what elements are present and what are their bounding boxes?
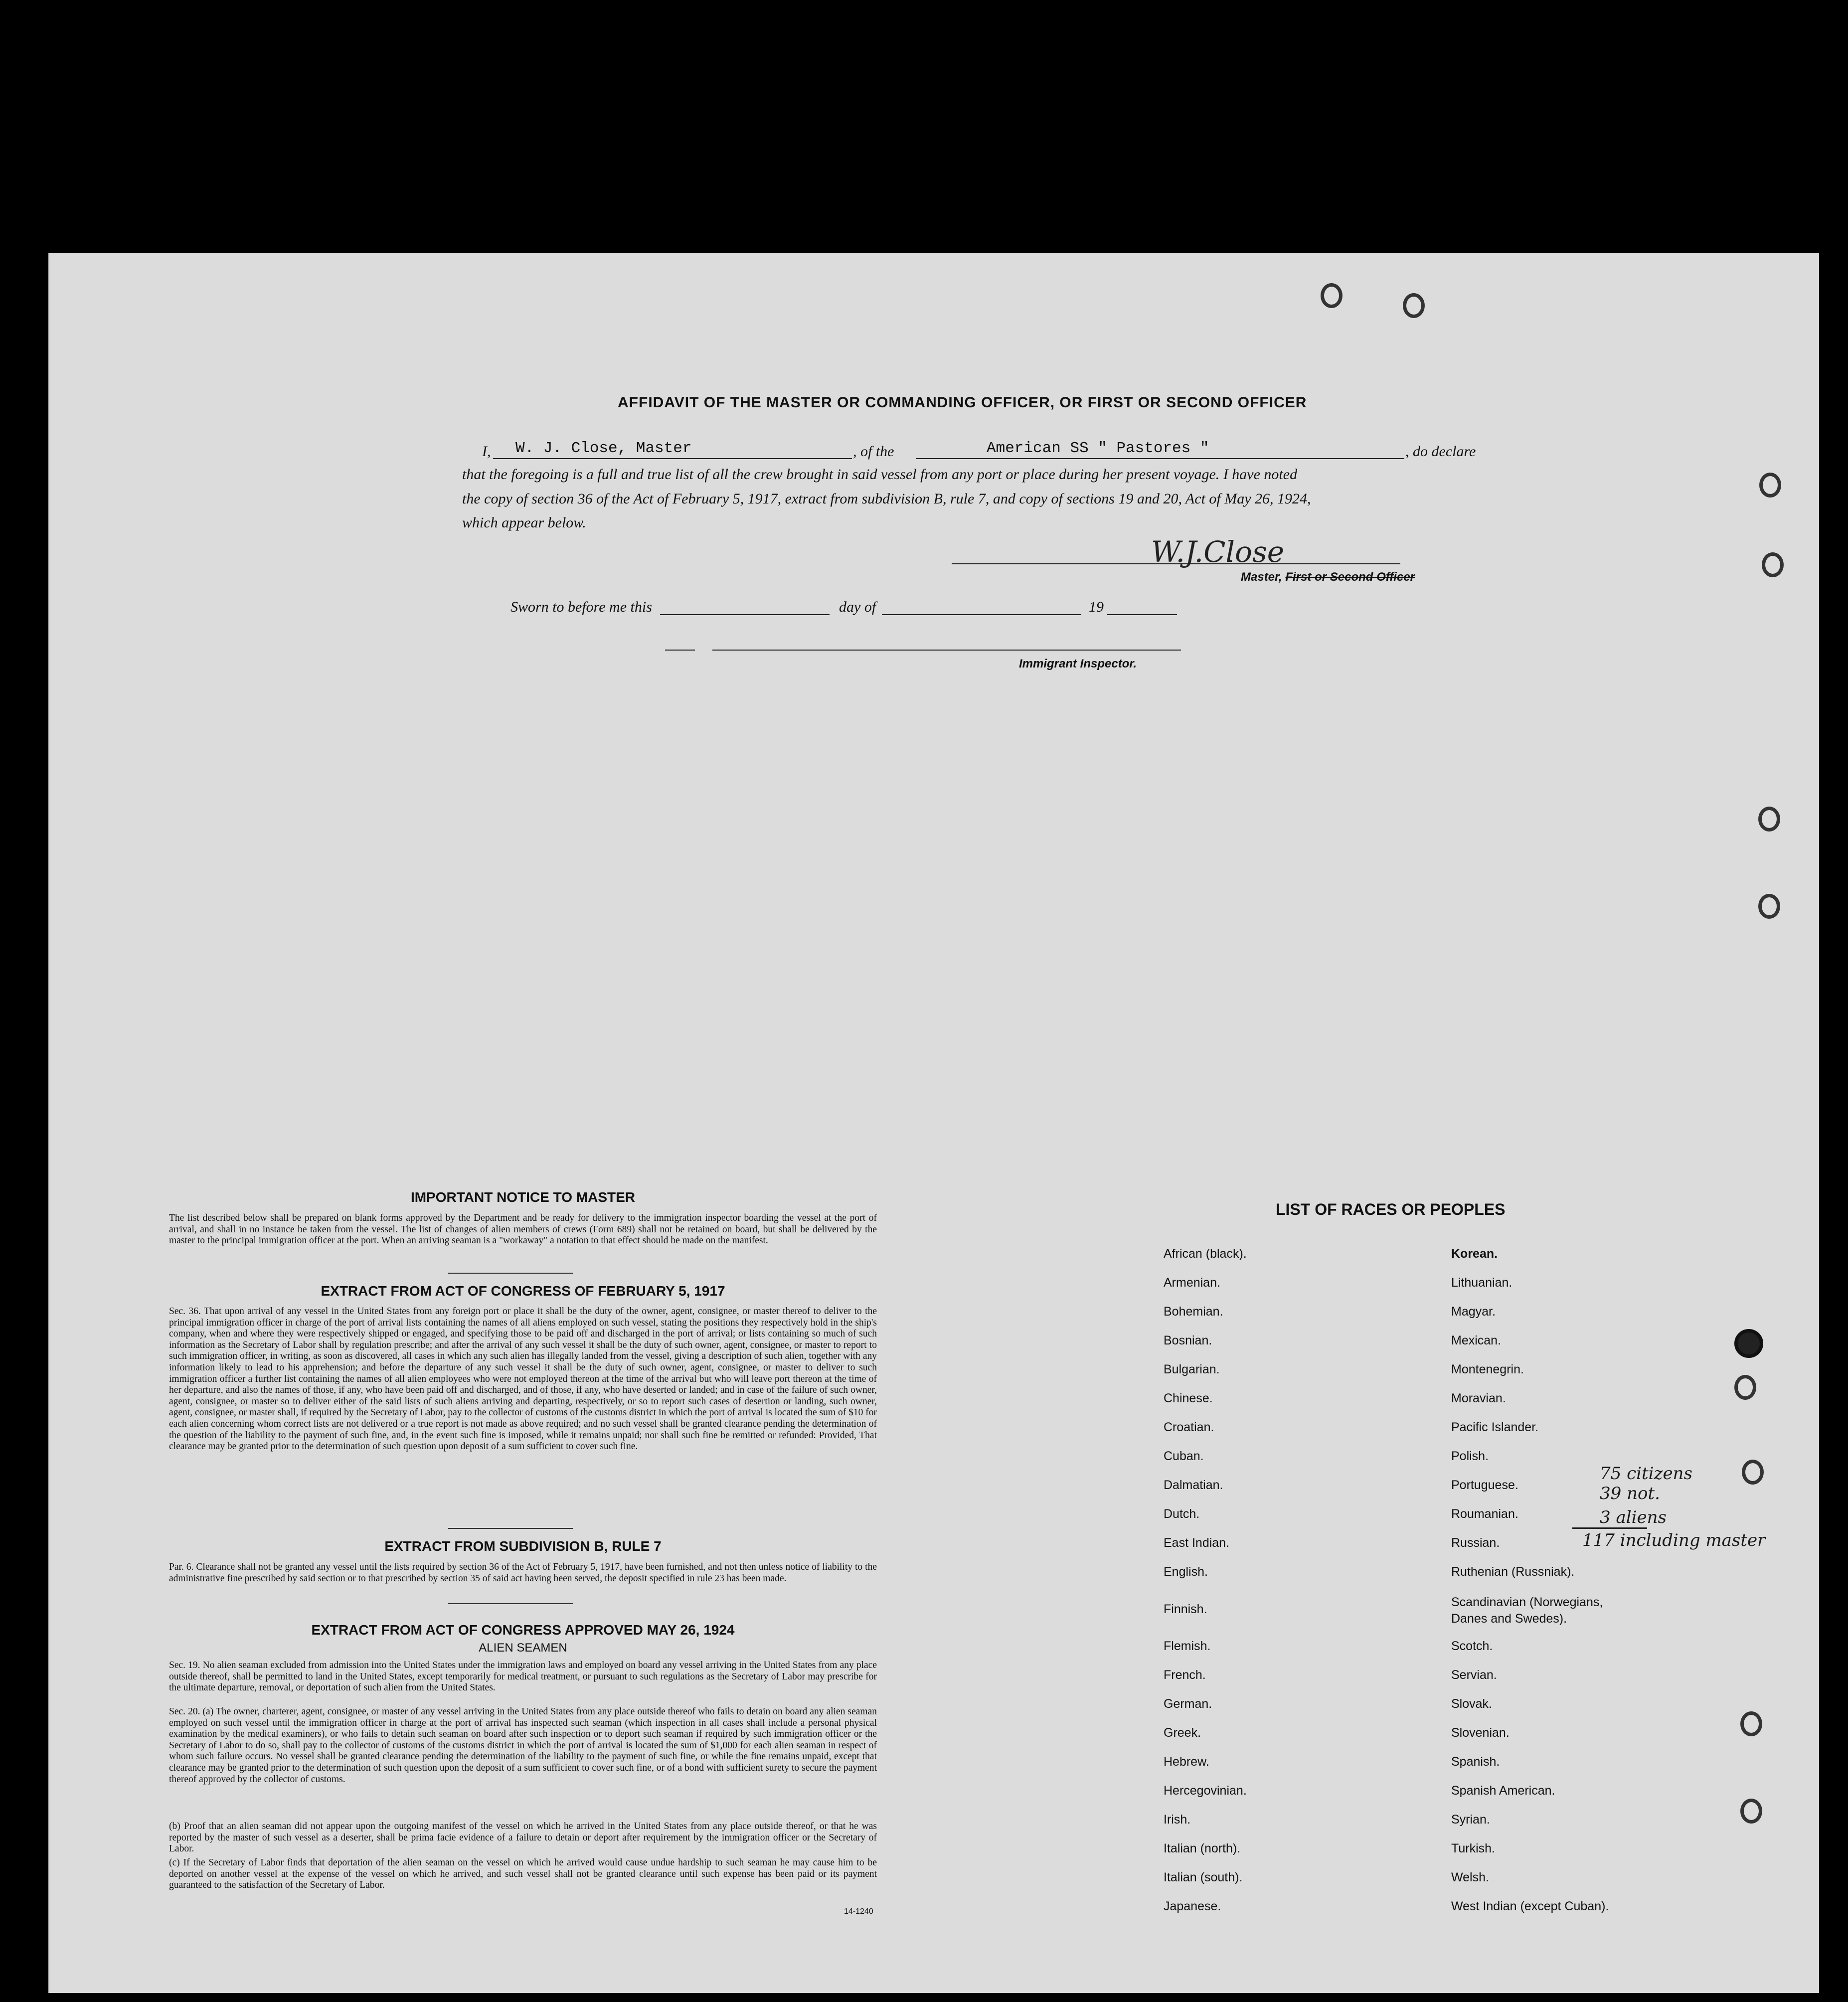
- punch-hole: [1762, 552, 1784, 577]
- race-item: Roumanian.: [1451, 1507, 1518, 1521]
- race-item: Irish.: [1164, 1813, 1191, 1827]
- race-item: Scandinavian (Norwegians, Danes and Swedes).: [1451, 1595, 1603, 1626]
- separator: [448, 1273, 573, 1274]
- race-item: Portuguese.: [1451, 1478, 1518, 1492]
- race-item: Spanish.: [1451, 1755, 1500, 1769]
- tally-line: 117 including master: [1582, 1530, 1766, 1550]
- race-item: Flemish.: [1164, 1639, 1211, 1653]
- sec-20a-text: Sec. 20. (a) The owner, charterer, agent, consignee, or master of any vessel arriving in the United States from any place outside thereof who fails to detain on board any alien seaman employed on such vessel until the immigration officer in charge at the port of arrival has inspected such seaman (which inspection in all cases shall include a personal physical examination by the medical examiners), or who fails to detain such seaman on board after such inspection or to deport such seaman if required by such immigration officer or the Secretary of Labor to do so, shall pay to the collector of customs of the customs district in which the port of arrival is located the sum of $1,000 for each alien seaman in respect of whom such failure occurs. No vessel shall be granted clearance pending the determination of the liability to the payment of such fine, or while the fine remains unpaid, except that clearance may be granted prior to the determination of such question upon the deposit of a sum sufficient to cover such fine, or of a bond with sufficient surety to secure the payment thereof approved by the collector of customs.: [169, 1706, 877, 1785]
- separator: [448, 1603, 573, 1604]
- punch-hole: [1403, 293, 1425, 318]
- race-item: African (black).: [1164, 1247, 1247, 1261]
- sworn-prefix: Sworn to before me this: [510, 599, 652, 615]
- tally-line: 75 citizens: [1600, 1464, 1692, 1484]
- separator: [448, 1528, 573, 1529]
- punch-hole: [1759, 473, 1781, 498]
- race-item: Armenian.: [1164, 1276, 1220, 1290]
- race-item: Italian (north).: [1164, 1841, 1241, 1855]
- i-prefix: I,: [482, 443, 491, 460]
- extract-1924-subtitle: ALIEN SEAMEN: [479, 1641, 567, 1655]
- race-item: Dutch.: [1164, 1507, 1200, 1521]
- tally-line: 39 not.: [1600, 1484, 1660, 1503]
- race-item: Ruthenian (Russniak).: [1451, 1565, 1575, 1579]
- extract-1924-title: EXTRACT FROM ACT OF CONGRESS APPROVED MAY 26, 1924: [311, 1622, 735, 1638]
- tally-line: 3 aliens: [1600, 1507, 1667, 1527]
- race-item: Magyar.: [1451, 1305, 1496, 1319]
- race-item: Spanish American.: [1451, 1784, 1555, 1798]
- race-item: Lithuanian.: [1451, 1276, 1512, 1290]
- inspector-rule: [712, 650, 1181, 651]
- notice-text: The list described below shall be prepared on blank forms approved by the Department and be ready for delivery to the immigration inspector boarding the vessel at the port of arrival, and shall in no instance be taken from the vessel. The list of changes of alien members of crews (Form 689) shall not be retained on board, but shall be delivered by the master to the principal immigration officer at the port. When an arriving seaman is a "workaway" a notation to that effect should be made on the manifest.: [169, 1213, 877, 1246]
- race-item: Cuban.: [1164, 1449, 1204, 1463]
- race-item: Russian.: [1451, 1536, 1500, 1550]
- race-item: West Indian (except Cuban).: [1451, 1899, 1609, 1913]
- sec-19-text: Sec. 19. No alien seaman excluded from admission into the United States under the immigration laws and employed on board any vessel arriving in the United States from any place outside thereof, shall be permitted to land in the United States, except temporarily for medical treatment, or pursuant to such regulations as the Secretary of Labor may prescribe for the ultimate departure, removal, or deportation of such alien from the United States.: [169, 1660, 877, 1693]
- race-item: Slovak.: [1451, 1697, 1492, 1711]
- punch-hole: [1740, 1711, 1762, 1736]
- race-item: Greek.: [1164, 1726, 1201, 1740]
- race-item: Servian.: [1451, 1668, 1497, 1682]
- races-title: LIST OF RACES OR PEOPLES: [1276, 1200, 1506, 1218]
- race-item: Bosnian.: [1164, 1334, 1212, 1347]
- race-item: Finnish.: [1164, 1602, 1207, 1616]
- race-item: Turkish.: [1451, 1841, 1495, 1855]
- sec-20c-text: (c) If the Secretary of Labor finds that deportation of the alien seaman on the vessel on which he arrived would cause undue hardship to such seaman he may cause him to be deported on another vessel at the expense of the vessel on which he arrived, and such vessel shall not be granted clearance until such expense has been paid or its payment guaranteed to the satisfaction of the Secretary of Labor.: [169, 1857, 877, 1891]
- race-item: Bohemian.: [1164, 1305, 1223, 1319]
- form-number: 14-1240: [844, 1907, 873, 1916]
- affidavit-title: AFFIDAVIT OF THE MASTER OR COMMANDING OFFICER, OR FIRST OR SECOND OFFICER: [618, 394, 1307, 411]
- race-item: Scotch.: [1451, 1639, 1493, 1653]
- punch-hole: [1740, 1799, 1762, 1824]
- inspector-rule: [665, 650, 695, 651]
- day-of-text: day of: [839, 599, 876, 615]
- do-declare-text: , do declare: [1405, 443, 1476, 460]
- race-item: Welsh.: [1451, 1870, 1489, 1884]
- race-item: Polish.: [1451, 1449, 1489, 1463]
- race-item: Chinese.: [1164, 1391, 1213, 1405]
- master-name-rule: [493, 458, 852, 459]
- race-item: Korean.: [1451, 1247, 1498, 1261]
- race-item: French.: [1164, 1668, 1206, 1682]
- inspector-caption: Immigrant Inspector.: [1019, 657, 1137, 670]
- race-item: Dalmatian.: [1164, 1478, 1223, 1492]
- year-prefix: 19: [1089, 599, 1104, 615]
- extract-1917-title: EXTRACT FROM ACT OF CONGRESS OF FEBRUARY 5, 1917: [321, 1283, 725, 1299]
- subdivision-b-title: EXTRACT FROM SUBDIVISION B, RULE 7: [384, 1538, 662, 1554]
- subdivision-b-text: Par. 6. Clearance shall not be granted any vessel until the lists required by section 36 of the Act of February 5, 1917, have been furnished, and not then unless notice of liability to the administrative fine prescribed by said section or to that prescribed by section 35 of said act having been served, the deposit specified in rule 23 has been made.: [169, 1562, 877, 1584]
- race-item: Moravian.: [1451, 1391, 1506, 1405]
- affidavit-line-4: which appear below.: [462, 514, 586, 531]
- extract-1917-text: Sec. 36. That upon arrival of any vessel in the United States from any foreign port or place it shall be the duty of the owner, agent, consignee, or master thereof to deliver to the principal immigration officer in charge of the port of arrival lists containing the names of all aliens employed on such vessel, stating the positions they respectively hold in the ship's company, when and where they were respectively shipped or engaged, and specifying those to be paid off and discharged in the port of arrival; or lists containing so much of such information as the Secretary of Labor shall by regulation prescribe; and after the arrival of any such vessel it shall be the duty of such owner, agent, consignee, or master to report to such immigration officer, in writing, as soon as discovered, all cases in which any such alien has illegally landed from the vessel, giving a description of such alien, together with any information likely to lead to his apprehension; and before the departure of any such vessel it shall be the duty of such owner, agent, consignee, or master to deliver to such immigration officer a further list containing the names of all alien employees who were not employed thereon at the time of the arrival but who will leave port thereon at the time of her departure, and also the names of those, if any, who have been paid off and discharged, and of those, if any, who have deserted or landed; and in case of the failure of such owner, agent, consignee, or master so to deliver either of the said lists of such aliens arriving and departing, respectively, or so to report such cases of desertion or landing, such owner, agent, consignee, or master shall, if required by the Secretary of Labor, pay to the collector of customs of the customs district in which the port of arrival is located the sum of $10 for each alien concerning whom correct lists are not delivered or a true report is not made as above required; and no such vessel shall be granted clearance pending the determination of the question of the liability to the payment of such fine, and, in the event such fine is imposed, while it remains unpaid; nor shall such fine be remitted or refunded: Provided, That clearance may be granted prior to the determination of such question upon deposit of a sum sufficient to cover such fine.: [169, 1306, 877, 1452]
- race-item: Italian (south).: [1164, 1870, 1243, 1884]
- sworn-day-rule: [660, 614, 830, 615]
- race-item: Montenegrin.: [1451, 1362, 1524, 1376]
- vessel-name-field: American SS " Pastores ": [987, 440, 1209, 457]
- race-item: East Indian.: [1164, 1536, 1230, 1550]
- punch-hole: [1758, 894, 1780, 919]
- punch-hole: [1321, 283, 1343, 308]
- form-page: [48, 253, 1819, 1993]
- sworn-month-rule: [882, 614, 1081, 615]
- race-item: English.: [1164, 1565, 1208, 1579]
- race-item: Slovenian.: [1451, 1726, 1510, 1740]
- race-item: Japanese.: [1164, 1899, 1221, 1913]
- race-item: German.: [1164, 1697, 1212, 1711]
- vessel-name-rule: [916, 458, 1404, 459]
- signature-caption: Master, First or Second Officer: [1241, 570, 1415, 584]
- affidavit-line-2: that the foregoing is a full and true list of all the crew brought in said vessel from any port or place during her present voyage. I have noted: [462, 466, 1298, 483]
- sec-20b-text: (b) Proof that an alien seaman did not appear upon the outgoing manifest of the vessel on which he arrived in the United States from any place outside thereof, or that he was reported by the master of such vessel as a deserter, shall be prima facie evidence of a failure to detain or deport after requirement by the immigration officer or the Secretary of Labor.: [169, 1821, 877, 1854]
- notice-title: IMPORTANT NOTICE TO MASTER: [410, 1189, 636, 1205]
- affidavit-line-3: the copy of section 36 of the Act of February 5, 1917, extract from subdivision B, rule 7, and copy of sections 19 and 20, Act of May 26, 1924,: [462, 491, 1311, 507]
- sworn-year-rule: [1107, 614, 1177, 615]
- race-item: Syrian.: [1451, 1813, 1490, 1827]
- punch-hole: [1742, 1460, 1764, 1485]
- master-signature: W.J.Close: [1151, 535, 1285, 569]
- race-item: Croatian.: [1164, 1420, 1214, 1434]
- master-name-field: W. J. Close, Master: [515, 440, 692, 457]
- race-item: Bulgarian.: [1164, 1362, 1220, 1376]
- race-item: Hercegovinian.: [1164, 1784, 1247, 1798]
- punch-hole: [1734, 1375, 1756, 1400]
- tally-rule: [1572, 1527, 1647, 1529]
- race-item: Pacific Islander.: [1451, 1420, 1539, 1434]
- race-item: Mexican.: [1451, 1334, 1502, 1347]
- punch-hole: [1758, 807, 1780, 832]
- of-the-text: , of the: [853, 443, 894, 460]
- punch-hole: [1734, 1329, 1763, 1358]
- race-item: Hebrew.: [1164, 1755, 1209, 1769]
